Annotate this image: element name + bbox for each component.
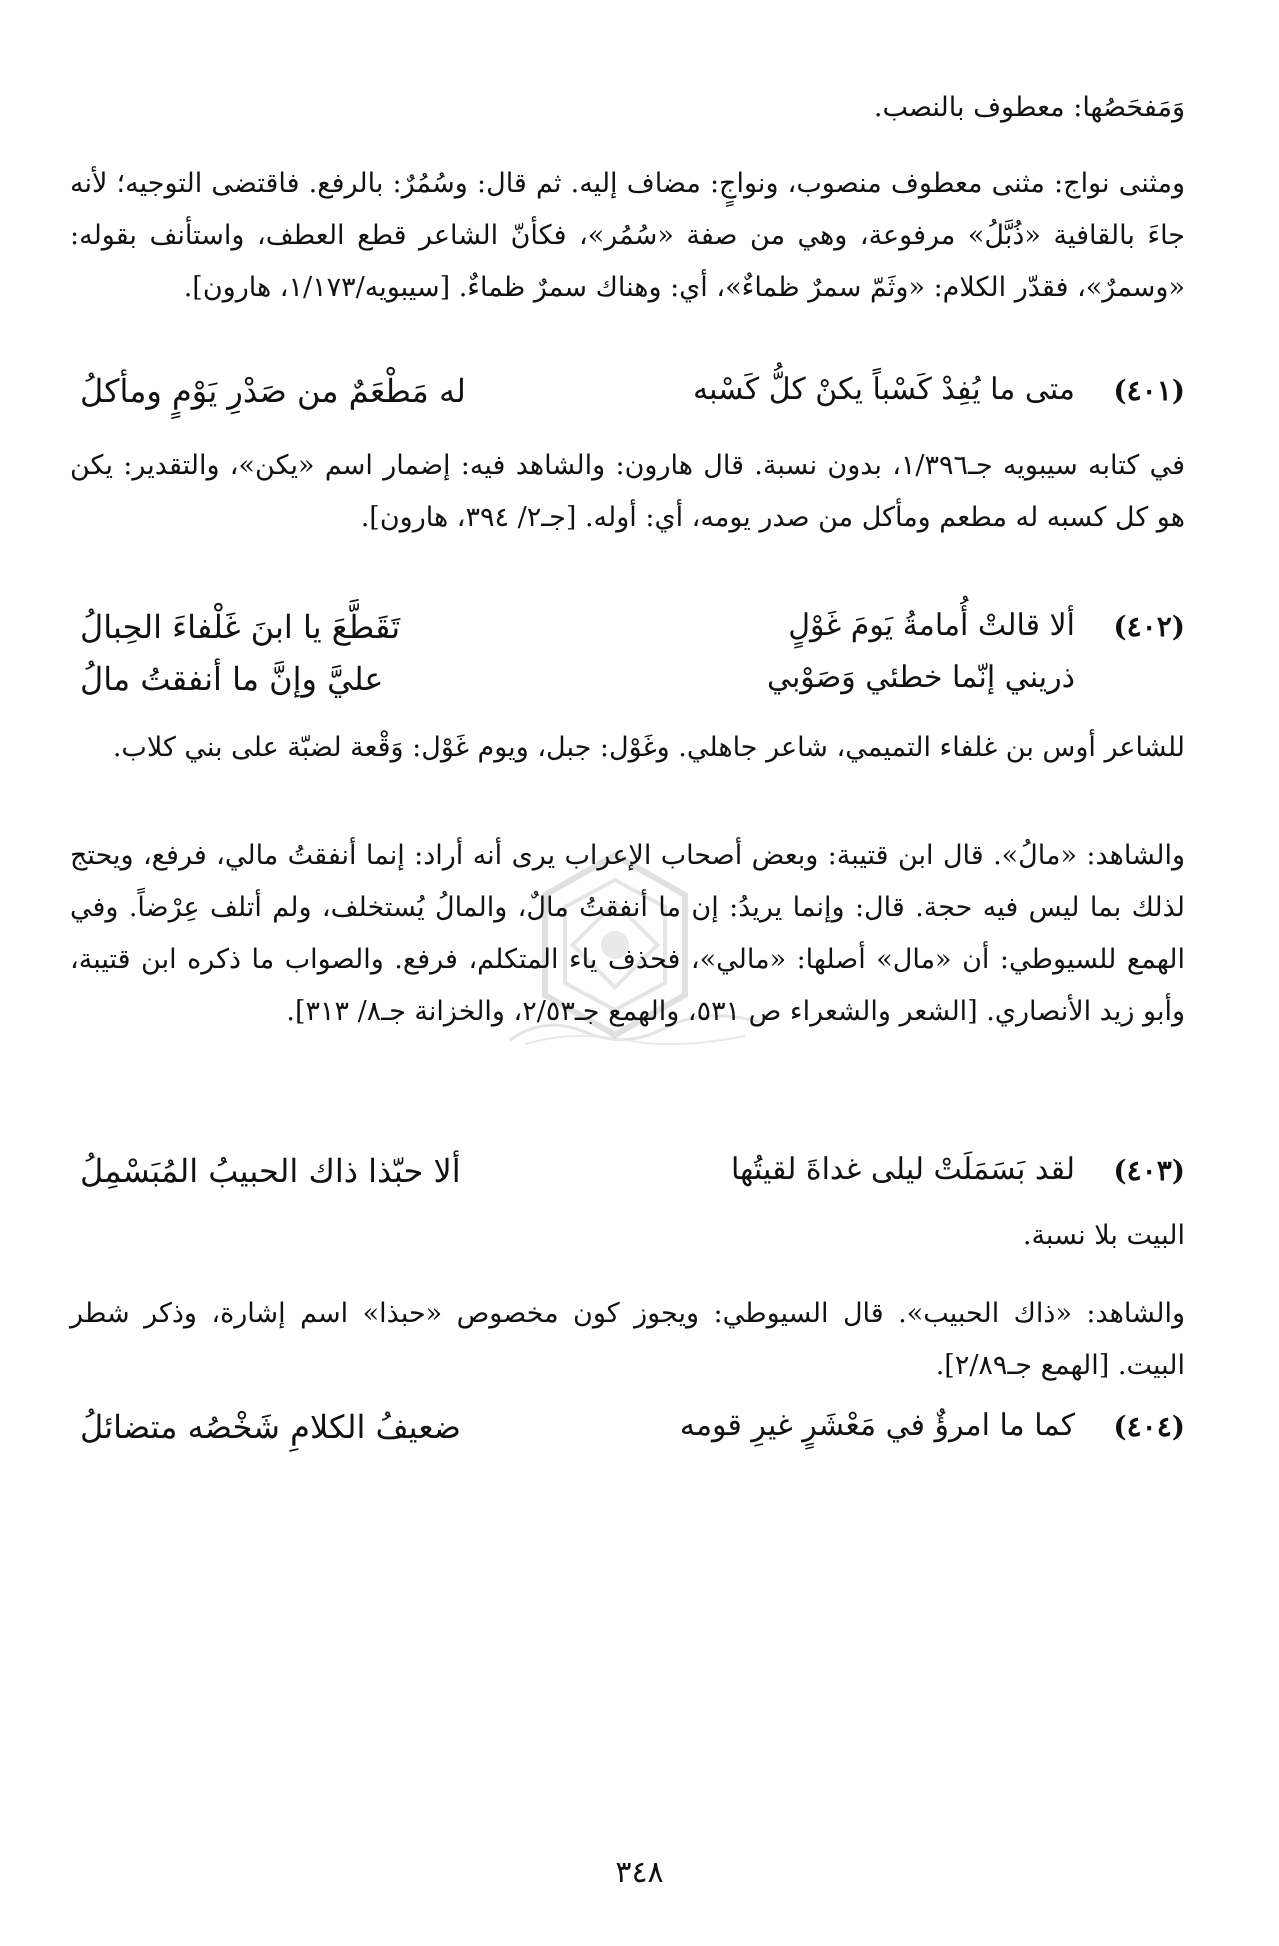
- verse-number: (٤٠٣): [1113, 1154, 1185, 1187]
- verse-403: [70, 1148, 1185, 1204]
- verse-first-hemistich: كما ما امرؤٌ في مَعْشَرٍ غيرِ قومه: [679, 1408, 1075, 1443]
- verse-second-hemistich: له مَطْعَمٌ من صَدْرِ يَوْمٍ ومأكلُ: [80, 372, 466, 410]
- verse-number: (٤٠١): [1113, 374, 1185, 407]
- verse-first-hemistich: لقد بَسَمَلَتْ ليلى غداةَ لقيتُها: [730, 1152, 1075, 1187]
- verse-second-hemistich: تَقَطَّعَ يا ابنَ غَلْفاءَ الحِبالُ: [80, 608, 401, 646]
- verse-first-hemistich: متى ما يُفِدْ كَسْباً يكنْ كلُّ كَسْبه: [692, 372, 1075, 407]
- header-line: وَمَفحَصُها: معطوف بالنصب.: [873, 92, 1185, 123]
- paragraph-5: البيت بلا نسبة.: [1022, 1220, 1185, 1251]
- paragraph-4: والشاهد: «مالُ». قال ابن قتيبة: وبعض أصحاب الإعراب يرى أنه أراد: إنما أنفقتُ مالي، فرفع، ويحتج لذلك بما ليس فيه حجة. قال: وإنما يريدُ: إن ما أنفقتُ مالٌ، والمالُ يُستخلف، ولم أتلف عِرْضاً. وفي الهمع للسيوطي: أن «مال» أصلها: «مالي»، فحذف ياء المتكلم، فرفع. والصواب ما ذكره ابن قتيبة، وأبو زيد الأنصاري. [الشعر والشعراء ص ٥٣١، والهمع جـ٢/٥٣، والخزانة جـ٨/ ٣١٣].: [70, 840, 1185, 1027]
- verse-second-hemistich: ألا حبّذا ذاك الحبيبُ المُبَسْمِلُ: [80, 1152, 461, 1190]
- verse-404: [70, 1404, 1185, 1460]
- verse-402-line-2: [70, 656, 1185, 712]
- paragraph-1: ومثنى نواج: مثنى معطوف منصوب، ونواجٍ: مضاف إليه. ثم قال: وسُمُرٌ: بالرفع. فاقتضى التوجيه؛ لأنه جاءَ بالقافية «ذُبَّلُ» مرفوعة، وهي من صفة «سُمُر»، فكأنّ الشاعر قطع العطف، واستأنف بقوله: «وسمرٌ»، فقدّر الكلام: «وثَمّ سمرٌ ظماءٌ»، أي: وهناك سمرٌ ظماءٌ. [سيبويه/١/١٧٣، هارون].: [70, 168, 1185, 303]
- page-number: ٣٤٨: [615, 1855, 664, 1890]
- verse-second-hemistich: ضعيفُ الكلامِ شَخْصُه متضائلُ: [80, 1408, 461, 1446]
- verse-402-line-1: [70, 604, 1185, 660]
- verse-first-hemistich: ألا قالتْ أُمامةُ يَومَ غَوْلٍ: [788, 608, 1075, 643]
- verse-401: [70, 368, 1185, 424]
- verse-second-hemistich: عليَّ وإنَّ ما أنفقتُ مالُ: [80, 660, 384, 698]
- verse-number: (٤٠٤): [1113, 1410, 1185, 1443]
- paragraph-3: للشاعر أوس بن غلفاء التميمي، شاعر جاهلي. وغَوْل: جبل، ويوم غَوْل: وَقْعة لضبّة على بني كلاب.: [112, 732, 1185, 763]
- verse-first-hemistich: ذريني إنّما خطئي وَصَوْبي: [766, 660, 1075, 695]
- paragraph-6: والشاهد: «ذاك الحبيب». قال السيوطي: ويجوز كون مخصوص «حبذا» اسم إشارة، وذكر شطر البيت. [الهمع جـ٢/٨٩].: [70, 1298, 1185, 1381]
- verse-number: (٤٠٢): [1113, 610, 1185, 643]
- paragraph-2: في كتابه سيبويه جـ١/٣٩٦، بدون نسبة. قال هارون: والشاهد فيه: إضمار اسم «يكن»، والتقدير: يكن هو كل كسبه له مطعم ومأكل من صدر يومه، أي: أوله. [جـ٢/ ٣٩٤، هارون].: [70, 450, 1185, 533]
